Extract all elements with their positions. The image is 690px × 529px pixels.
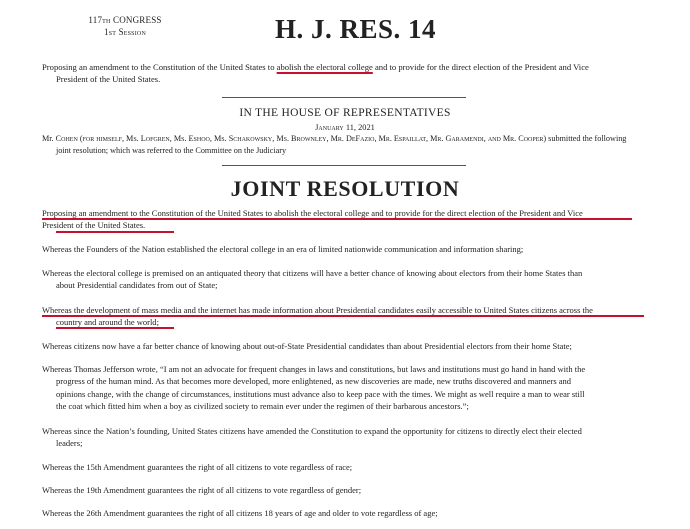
whereas-line: the coat which fitted him when a boy as civilized society to remain ever under the regimen of their barbarous ancestors.”;	[56, 401, 469, 412]
whereas-line: Whereas citizens now have a far better chance of knowing about out-of-State Presidential candidates than about Presidential electors from their home State;	[42, 341, 572, 351]
whereas-line: ;	[156, 317, 159, 328]
purpose-summary	[42, 61, 657, 85]
purpose-highlight: abolish the electoral college	[276, 62, 373, 72]
whereas-line: Whereas the 26th Amendment guarantees the right of all citizens 18 years of age and older to vote regardless of age;	[42, 508, 438, 518]
whereas-clause	[42, 484, 652, 496]
house-heading: IN THE HOUSE OF REPRESENTATIVES	[239, 107, 451, 119]
sponsor-referral: joint resolution; which was referred to the Committee on the Judiciary	[56, 146, 287, 155]
whereas-line: Whereas the electoral college is premised on an antiquated theory that citizens will have a better chance of knowing about electors from their home States than	[42, 268, 583, 278]
whereas-line: progress of the human mind. As that becomes more developed, more enlightened, as new discoveries are made, new truths discovered and manners and	[56, 376, 572, 387]
resolution-purpose-line1: Proposing an amendment to the Constitution of the United States to abolish the electoral college and to provide for the direct election of the President and Vice	[42, 208, 583, 218]
whereas-line-highlight: country and around the world	[56, 317, 157, 328]
whereas-line: Whereas the Founders of the Nation established the electoral college in an era of limited nationwide communication and information sharing;	[42, 244, 524, 254]
red-underline	[42, 218, 632, 220]
congress-label: 117th CONGRESS	[88, 15, 162, 25]
whereas-clause	[42, 425, 652, 450]
bill-title: H. J. RES. 14	[275, 14, 437, 44]
whereas-line: Whereas Thomas Jefferson wrote, “I am not an advocate for frequent changes in laws and constitutions, but laws and institutions must go hand in hand with the	[42, 364, 586, 374]
divider-rule	[222, 97, 466, 98]
purpose-text-after: and to provide for the direct election of the President and Vice	[372, 62, 589, 72]
red-underline	[56, 231, 174, 233]
resolution-purpose-line2: President of the United States.	[42, 220, 146, 231]
whereas-line: Whereas the 19th Amendment guarantees the right of all citizens to vote regardless of gender;	[42, 485, 362, 495]
whereas-clause	[42, 243, 652, 255]
purpose-text-before: Proposing an amendment to the Constitution of the United States to	[42, 62, 277, 72]
sponsors-statement	[42, 133, 662, 157]
whereas-line: Whereas since the Nation’s founding, United States citizens have amended the Constitution to expand the opportunity for citizens to directly elect their elected	[42, 426, 582, 436]
session-label: 1st Session	[104, 27, 146, 37]
divider-rule	[222, 165, 466, 166]
whereas-clause	[42, 363, 652, 413]
whereas-line: leaders;	[56, 438, 83, 449]
whereas-line: Whereas the development of mass media and the internet has made information about Presidential candidates easily accessible to United States citizens across the	[42, 305, 593, 315]
sponsor-suffix: submitted the following	[546, 134, 627, 143]
whereas-clause	[42, 507, 652, 519]
whereas-clause	[42, 267, 652, 292]
whereas-clause	[42, 461, 652, 473]
sponsor-prefix: Mr.	[42, 134, 56, 143]
red-underline	[56, 327, 174, 329]
sponsor-names: Cohen (for himself, Ms. Lofgren, Ms. Eshoo, Ms. Schakowsky, Ms. Brownley, Mr. DeFazio, Mr. Espaillat, Mr. Garamendi, and Mr. Cooper)	[55, 134, 547, 143]
purpose-text-line2: President of the United States.	[56, 74, 161, 84]
whereas-clause	[42, 340, 652, 352]
whereas-line: Whereas the 15th Amendment guarantees the right of all citizens to vote regardless of race;	[42, 462, 353, 472]
whereas-line: opinions change, with the change of circumstances, institutions must advance also to keep pace with the times. We might as well require a man to wear still	[56, 388, 585, 399]
red-underline	[42, 315, 644, 317]
introduction-date: January 11, 2021	[315, 123, 375, 132]
congress-session-block	[80, 14, 170, 38]
whereas-line: about Presidential candidates from out of State;	[56, 280, 218, 291]
joint-resolution-heading: JOINT RESOLUTION	[230, 176, 460, 201]
